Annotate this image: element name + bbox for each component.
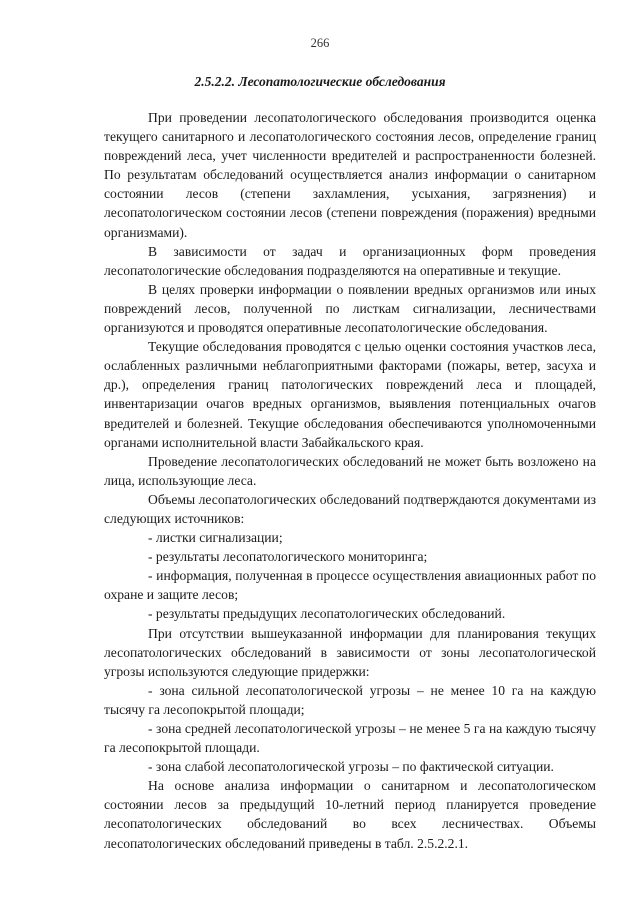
paragraph: На основе анализа информации о санитарном и лесопатологическом состоянии лесов за предыдущий 10-летний период планируется проведение лесопатологических обследований во всех лесничествах. Объемы лесопатологических обследований приведены в табл. 2.5.2.2.1.: [104, 778, 596, 851]
list-item: - результаты лесопатологического мониторинга;: [148, 549, 428, 565]
section-title: 2.5.2.2. Лесопатологические обследования: [194, 74, 446, 89]
list-item: - листки сигнализации;: [148, 530, 283, 546]
paragraph: Проведение лесопатологических обследований не может быть возложено на лица, использующие леса.: [104, 453, 596, 488]
paragraph: При проведении лесопатологического обследования производится оценка текущего санитарного и лесопатологического состояния лесов, определение границ повреждений леса, учет численности вредителей и распространенности болезней. По результатам обследований осуществляется анализ информации о санитарном состоянии лесов (степени захламления, усыхания, загрязнения) и лесопатологическом состоянии лесов (степени повреждения (поражения) вредными организмами).: [104, 110, 596, 240]
list-item: - зона средней лесопатологической угрозы – не менее 5 га на каждую тысячу га лесопокрытой площади.: [104, 721, 596, 756]
paragraph: При отсутствии вышеуказанной информации для планирования текущих лесопатологических обследований в зависимости от зоны лесопатологической угрозы используются следующие придержки:: [104, 625, 596, 679]
list-item: - результаты предыдущих лесопатологических обследований.: [148, 606, 506, 622]
paragraph: Объемы лесопатологических обследований подтверждаются документами из следующих источников:: [104, 491, 596, 526]
list-item: - зона слабой лесопатологической угрозы – по фактической ситуации.: [148, 759, 554, 775]
list-item: - зона сильной лесопатологической угрозы – не менее 10 га на каждую тысячу га лесопокрытой площади;: [104, 682, 596, 717]
list-item: - информация, полученная в процессе осуществления авиационных работ по охране и защите лесов;: [104, 568, 596, 603]
paragraph: В зависимости от задач и организационных форм проведения лесопатологические обследования подразделяются на оперативные и текущие.: [104, 243, 596, 278]
page-number: 266: [310, 36, 330, 50]
paragraph: В целях проверки информации о появлении вредных организмов или иных повреждений лесов, полученной по листкам сигнализации, лесничествами организуются и проводятся оперативные лесопатологические обследования.: [104, 281, 596, 336]
paragraph: Текущие обследования проводятся с целью оценки состояния участков леса, ослабленных различными неблагоприятными факторами (пожары, ветер, засуха и др.), определения границ патологических повреждений леса и площадей, инвентаризации очагов вредных организмов, выявления потенциальных очагов вредителей и болезней. Текущие обследования обеспечиваются уполномоченными органами исполнительной власти Забайкальского края.: [104, 339, 596, 450]
body-text: [104, 108, 596, 853]
